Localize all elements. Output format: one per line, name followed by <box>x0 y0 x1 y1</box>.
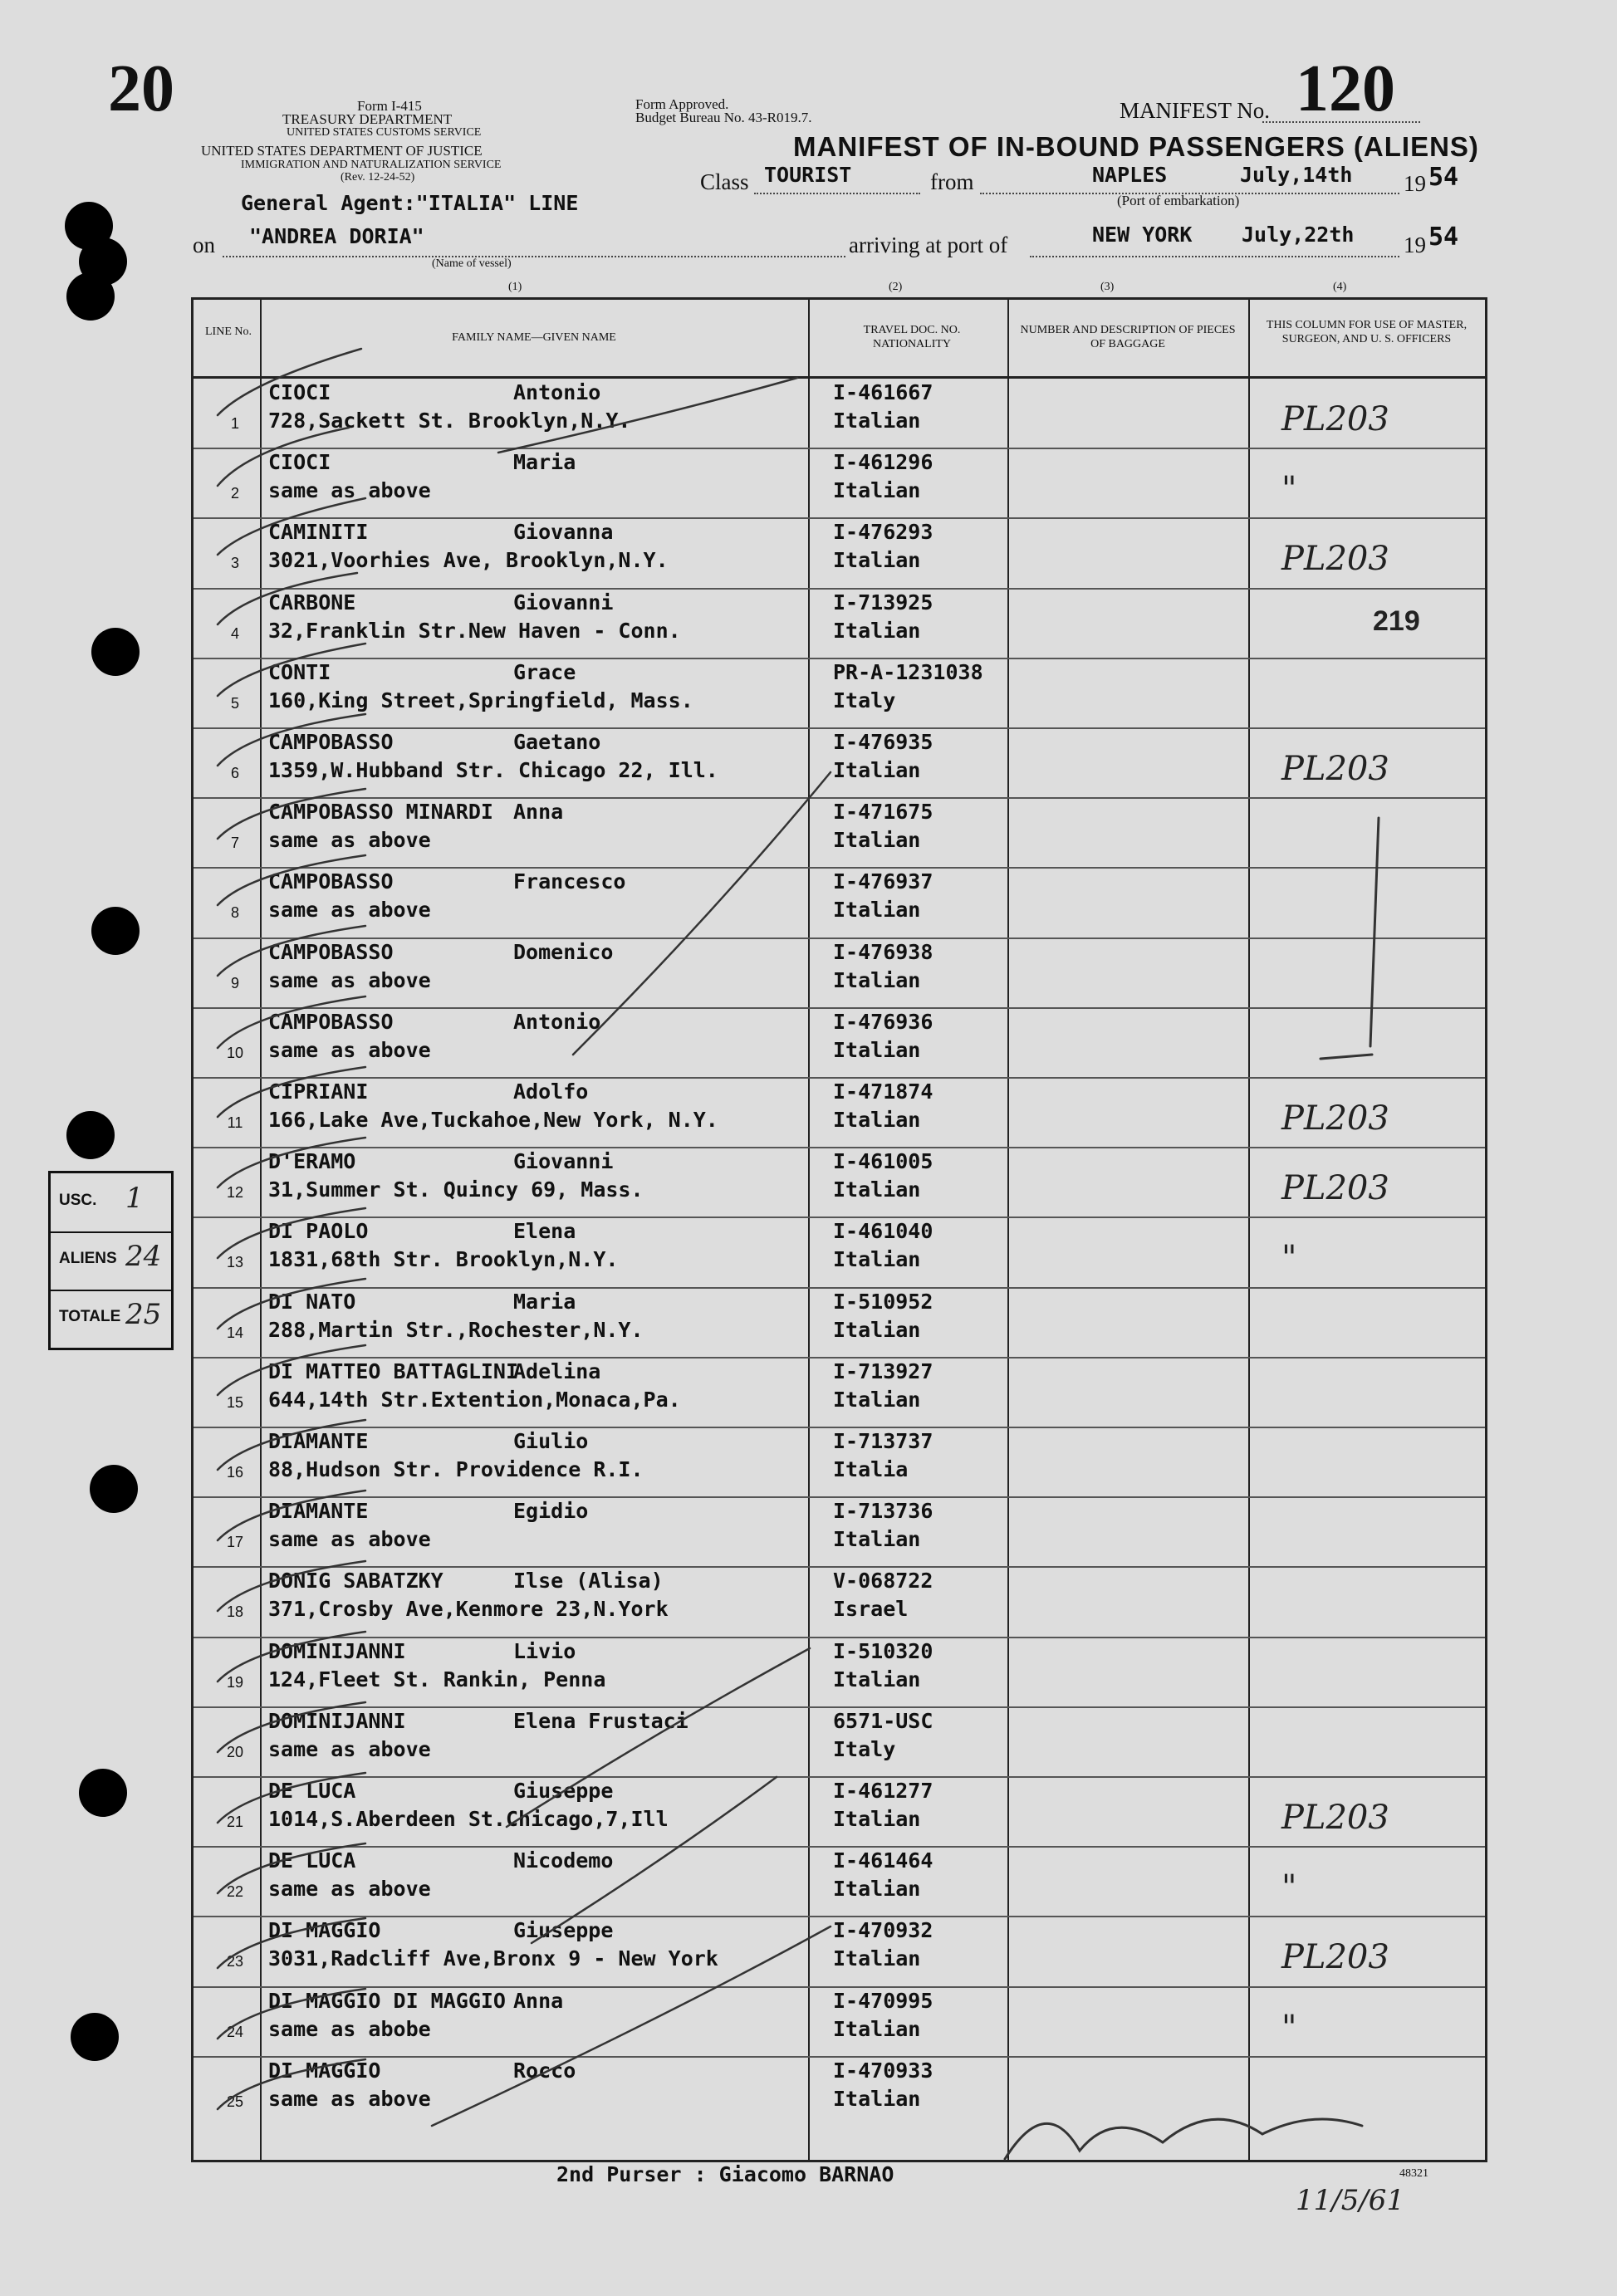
nationality: Italian <box>833 2086 921 2111</box>
line-number: 9 <box>230 974 239 991</box>
line-number: 12 <box>226 1184 244 1202</box>
line-number: 24 <box>226 2023 244 2040</box>
nationality: Italian <box>833 828 921 853</box>
manifest-no: 120 <box>1296 52 1395 125</box>
from-label: from <box>930 169 974 194</box>
family-name: D'ERAMO <box>268 1149 356 1174</box>
ins-service: IMMIGRATION AND NATURALIZATION SERVICE <box>241 159 502 171</box>
tally-total-label: TOTALE <box>59 1308 121 1325</box>
travel-doc-no: I-476938 <box>833 939 933 964</box>
family-name: DI NATO <box>268 1289 356 1314</box>
line-number: 17 <box>226 1534 244 1551</box>
family-name: DIAMANTE <box>268 1499 369 1524</box>
travel-doc-no: I-713927 <box>833 1359 933 1383</box>
travel-doc-no: I-510320 <box>833 1638 933 1663</box>
family-name: DI MAGGIO <box>268 1918 381 1943</box>
line-number: 4 <box>230 624 239 642</box>
officer-notation: PL203 <box>1281 750 1389 788</box>
purser: 2nd Purser : Giacomo BARNAO <box>556 2162 894 2186</box>
travel-doc-no: I-476293 <box>833 520 933 545</box>
revision: (Rev. 12-24-52) <box>341 171 415 184</box>
address: same as above <box>268 898 431 923</box>
family-name: CAMPOBASSO <box>268 1009 394 1034</box>
given-name: Livio <box>513 1638 576 1663</box>
nationality: Italian <box>833 478 921 503</box>
given-name: Giovanna <box>513 520 614 545</box>
address: 371,Crosby Ave,Kenmore 23,N.York <box>268 1597 669 1622</box>
nationality: Israel <box>833 1597 909 1622</box>
given-name: Adolfo <box>513 1079 589 1104</box>
line-number: 14 <box>226 1324 244 1341</box>
given-name: Ilse (Alisa) <box>513 1569 664 1593</box>
travel-doc-no: I-476936 <box>833 1009 933 1034</box>
given-name: Antonio <box>513 1009 601 1034</box>
nationality: Italian <box>833 758 921 782</box>
travel-doc-no: PR-A-1231038 <box>833 659 983 684</box>
family-name: DI MATTEO BATTAGLINI <box>268 1359 519 1383</box>
nationality: Italian <box>833 1946 921 1971</box>
arriving-label: arriving at port of <box>849 233 1008 257</box>
family-name: DI MAGGIO DI MAGGIO <box>268 1988 506 2013</box>
header-name: FAMILY NAME—GIVEN NAME <box>452 331 616 344</box>
address: same as above <box>268 1527 431 1552</box>
travel-doc-no: I-461040 <box>833 1219 933 1244</box>
family-name: DONIG SABATZKY <box>268 1569 443 1593</box>
given-name: Anna <box>513 800 564 825</box>
travel-doc-no: I-471874 <box>833 1079 933 1104</box>
family-name: CIOCI <box>268 450 331 475</box>
address: 3021,Voorhies Ave, Brooklyn,N.Y. <box>268 548 669 573</box>
officer-notation: PL203 <box>1281 1169 1389 1208</box>
given-name: Adelina <box>513 1359 601 1383</box>
officer-notation: PL203 <box>1281 540 1389 579</box>
form-approved: Form Approved. <box>635 96 729 112</box>
address: 88,Hudson Str. Providence R.I. <box>268 1457 644 1481</box>
family-name: CIOCI <box>268 380 331 404</box>
family-name: DOMINIJANNI <box>268 1708 406 1733</box>
arrival-year-prefix: 19 <box>1404 233 1426 257</box>
given-name: Elena <box>513 1219 576 1244</box>
col-num-1: (1) <box>508 281 522 293</box>
line-number: 3 <box>230 555 239 572</box>
nationality: Italian <box>833 1108 921 1132</box>
nationality: Italian <box>833 409 921 433</box>
line-number: 13 <box>226 1254 244 1271</box>
tally-usc-value: 1 <box>125 1182 144 1215</box>
nationality: Italian <box>833 1247 921 1272</box>
nationality: Italian <box>833 1037 921 1062</box>
given-name: Gaetano <box>513 730 601 754</box>
family-name: DIAMANTE <box>268 1429 369 1453</box>
address: 1359,W.Hubband Str. Chicago 22, Ill. <box>268 758 718 782</box>
nationality: Italian <box>833 1317 921 1342</box>
stamp-code: 48321 <box>1399 2167 1428 2180</box>
given-name: Rocco <box>513 2058 576 2083</box>
departure-date: July,14th <box>1240 163 1353 187</box>
line-number: 19 <box>226 1673 244 1691</box>
given-name: Elena Frustaci <box>513 1708 688 1733</box>
nationality: Italian <box>833 898 921 923</box>
signature-date: 11/5/61 <box>1296 2184 1405 2217</box>
given-name: Maria <box>513 1289 576 1314</box>
customs-service: UNITED STATES CUSTOMS SERVICE <box>287 126 482 139</box>
line-number: 1 <box>230 415 239 432</box>
travel-doc-no: I-470933 <box>833 2058 933 2083</box>
col-num-4: (4) <box>1333 281 1347 293</box>
travel-doc-no: I-461464 <box>833 1848 933 1873</box>
travel-doc-no: I-461005 <box>833 1149 933 1174</box>
col-num-3: (3) <box>1100 281 1115 293</box>
travel-doc-no: I-713736 <box>833 1499 933 1524</box>
nationality: Italy <box>833 1736 896 1761</box>
address: same as above <box>268 1037 431 1062</box>
manifest-no-label: MANIFEST No. <box>1120 98 1271 123</box>
header-line-no: LINE No. <box>205 326 252 338</box>
justice-dept: UNITED STATES DEPARTMENT OF JUSTICE <box>201 143 483 159</box>
line-number: 8 <box>230 904 239 922</box>
travel-doc-no: I-713737 <box>833 1429 933 1453</box>
nationality: Italian <box>833 1877 921 1902</box>
nationality: Italian <box>833 2016 921 2041</box>
line-number: 7 <box>230 835 239 852</box>
address: 160,King Street,Springfield, Mass. <box>268 688 693 712</box>
officer-notation: PL203 <box>1281 400 1389 438</box>
budget-bureau: Budget Bureau No. 43-R019.7. <box>635 110 812 125</box>
address: 31,Summer St. Quincy 69, Mass. <box>268 1177 644 1202</box>
line-number: 20 <box>226 1743 244 1760</box>
officer-notation: PL203 <box>1281 1099 1389 1138</box>
treasury-dept: TREASURY DEPARTMENT <box>282 111 453 127</box>
officer-notation: " <box>1281 470 1297 509</box>
line-number: 2 <box>230 485 239 502</box>
tally-total-value: 25 <box>125 1298 162 1331</box>
on-label: on <box>193 233 215 257</box>
line-number: 25 <box>226 2093 244 2110</box>
nationality: Italian <box>833 1527 921 1552</box>
address: 288,Martin Str.,Rochester,N.Y. <box>268 1317 644 1342</box>
family-name: CONTI <box>268 659 331 684</box>
departure-year-prefix: 19 <box>1404 171 1426 196</box>
port-embark-label: (Port of embarkation) <box>1117 193 1240 208</box>
line-number: 16 <box>226 1464 244 1481</box>
travel-doc-no: I-471675 <box>833 800 933 825</box>
class-label: Class <box>700 169 749 194</box>
col-num-2: (2) <box>889 281 903 293</box>
address: 166,Lake Ave,Tuckahoe,New York, N.Y. <box>268 1108 718 1132</box>
embarkation-port: NAPLES <box>1092 163 1168 187</box>
line-number: 22 <box>226 1883 244 1901</box>
travel-doc-no: I-470932 <box>833 1918 933 1943</box>
officer-notation: PL203 <box>1281 1938 1389 1977</box>
family-name: DE LUCA <box>268 1779 356 1803</box>
arrival-date: July,22th <box>1242 223 1355 247</box>
address: 3031,Radcliff Ave,Bronx 9 - New York <box>268 1946 718 1971</box>
line-number: 23 <box>226 1953 244 1970</box>
family-name: CIPRIANI <box>268 1079 369 1104</box>
given-name: Francesco <box>513 869 626 894</box>
officer-notation: " <box>1281 1239 1297 1278</box>
travel-doc-no: V-068722 <box>833 1569 933 1593</box>
nationality: Italian <box>833 1387 921 1412</box>
travel-doc-no: 6571-USC <box>833 1708 933 1733</box>
arrival-port: NEW YORK <box>1092 223 1193 247</box>
nationality: Italian <box>833 1807 921 1831</box>
arrival-year: 54 <box>1428 223 1459 252</box>
family-name: DI MAGGIO <box>268 2058 381 2083</box>
header-officers: THIS COLUMN FOR USE OF MASTER, SURGEON, AND U. S. OFFICERS <box>1266 319 1468 345</box>
line-number: 18 <box>226 1603 244 1621</box>
given-name: Egidio <box>513 1499 589 1524</box>
sheet-number: 20 <box>108 52 174 125</box>
given-name: Giovanni <box>513 590 614 614</box>
nationality: Italian <box>833 548 921 573</box>
officer-notation: 219 <box>1373 605 1420 637</box>
given-name: Grace <box>513 659 576 684</box>
nationality: Italian <box>833 967 921 992</box>
header-baggage: NUMBER AND DESCRIPTION OF PIECES OF BAGGAGE <box>1020 324 1236 350</box>
officer-notation: PL203 <box>1281 1799 1389 1837</box>
vessel-name: "ANDREA DORIA" <box>249 224 424 248</box>
nationality: Italy <box>833 688 896 712</box>
travel-doc-no: I-476937 <box>833 869 933 894</box>
travel-doc-no: I-461296 <box>833 450 933 475</box>
address: same as abobe <box>268 2016 431 2041</box>
tally-aliens-label: ALIENS <box>59 1250 117 1267</box>
family-name: CAMPOBASSO <box>268 730 394 754</box>
family-name: CARBONE <box>268 590 356 614</box>
address: 644,14th Str.Extention,Monaca,Pa. <box>268 1387 681 1412</box>
departure-year: 54 <box>1428 163 1459 192</box>
nationality: Italian <box>833 1667 921 1691</box>
officer-notation: " <box>1281 2008 1297 2047</box>
travel-doc-no: I-510952 <box>833 1289 933 1314</box>
address: 124,Fleet St. Rankin, Penna <box>268 1667 606 1691</box>
travel-doc-no: I-713925 <box>833 590 933 614</box>
line-number: 21 <box>226 1814 244 1830</box>
given-name: Nicodemo <box>513 1848 614 1873</box>
line-number: 15 <box>226 1393 244 1411</box>
nationality: Italia <box>833 1457 909 1481</box>
family-name: CAMPOBASSO MINARDI <box>268 800 493 825</box>
travel-doc-no: I-461277 <box>833 1779 933 1803</box>
family-name: CAMINITI <box>268 520 369 545</box>
family-name: CAMPOBASSO <box>268 869 394 894</box>
manifest-title: MANIFEST OF IN-BOUND PASSENGERS (ALIENS) <box>793 131 1479 162</box>
address: 1831,68th Str. Brooklyn,N.Y. <box>268 1247 619 1272</box>
given-name: Domenico <box>513 939 614 964</box>
address: 1014,S.Aberdeen St.Chicago,7,Ill <box>268 1807 669 1831</box>
address: 728,Sackett St. Brooklyn,N.Y. <box>268 409 631 433</box>
travel-doc-no: I-470995 <box>833 1988 933 2013</box>
header-doc: TRAVEL DOC. NO. NATIONALITY <box>863 324 961 350</box>
given-name: Giuseppe <box>513 1918 614 1943</box>
family-name: DOMINIJANNI <box>268 1638 406 1663</box>
line-number: 5 <box>230 694 239 712</box>
given-name: Giovanni <box>513 1149 614 1174</box>
nationality: Italian <box>833 1177 921 1202</box>
given-name: Giulio <box>513 1429 589 1453</box>
tally-usc-label: USC. <box>59 1192 97 1209</box>
line-number: 11 <box>227 1114 243 1131</box>
vessel-label: (Name of vessel) <box>432 257 512 270</box>
nationality: Italian <box>833 618 921 643</box>
address: same as above <box>268 478 431 503</box>
given-name: Giuseppe <box>513 1779 614 1803</box>
line-number: 6 <box>230 765 239 781</box>
address: same as above <box>268 1736 431 1761</box>
given-name: Anna <box>513 1988 564 2013</box>
form-number: Form I-415 <box>357 98 422 114</box>
address: same as above <box>268 967 431 992</box>
officer-notation: " <box>1281 1868 1297 1907</box>
tally-aliens-value: 24 <box>125 1240 162 1273</box>
given-name: Antonio <box>513 380 601 404</box>
family-name: CAMPOBASSO <box>268 939 394 964</box>
address: same as above <box>268 2086 431 2111</box>
address: same as above <box>268 828 431 853</box>
class-value: TOURIST <box>764 163 852 187</box>
family-name: DI PAOLO <box>268 1219 369 1244</box>
address: same as above <box>268 1877 431 1902</box>
address: 32,Franklin Str.New Haven - Conn. <box>268 618 681 643</box>
line-number: 10 <box>226 1044 244 1061</box>
general-agent: General Agent:"ITALIA" LINE <box>241 191 579 215</box>
travel-doc-no: I-476935 <box>833 730 933 754</box>
family-name: DE LUCA <box>268 1848 356 1873</box>
given-name: Maria <box>513 450 576 475</box>
travel-doc-no: I-461667 <box>833 380 933 404</box>
